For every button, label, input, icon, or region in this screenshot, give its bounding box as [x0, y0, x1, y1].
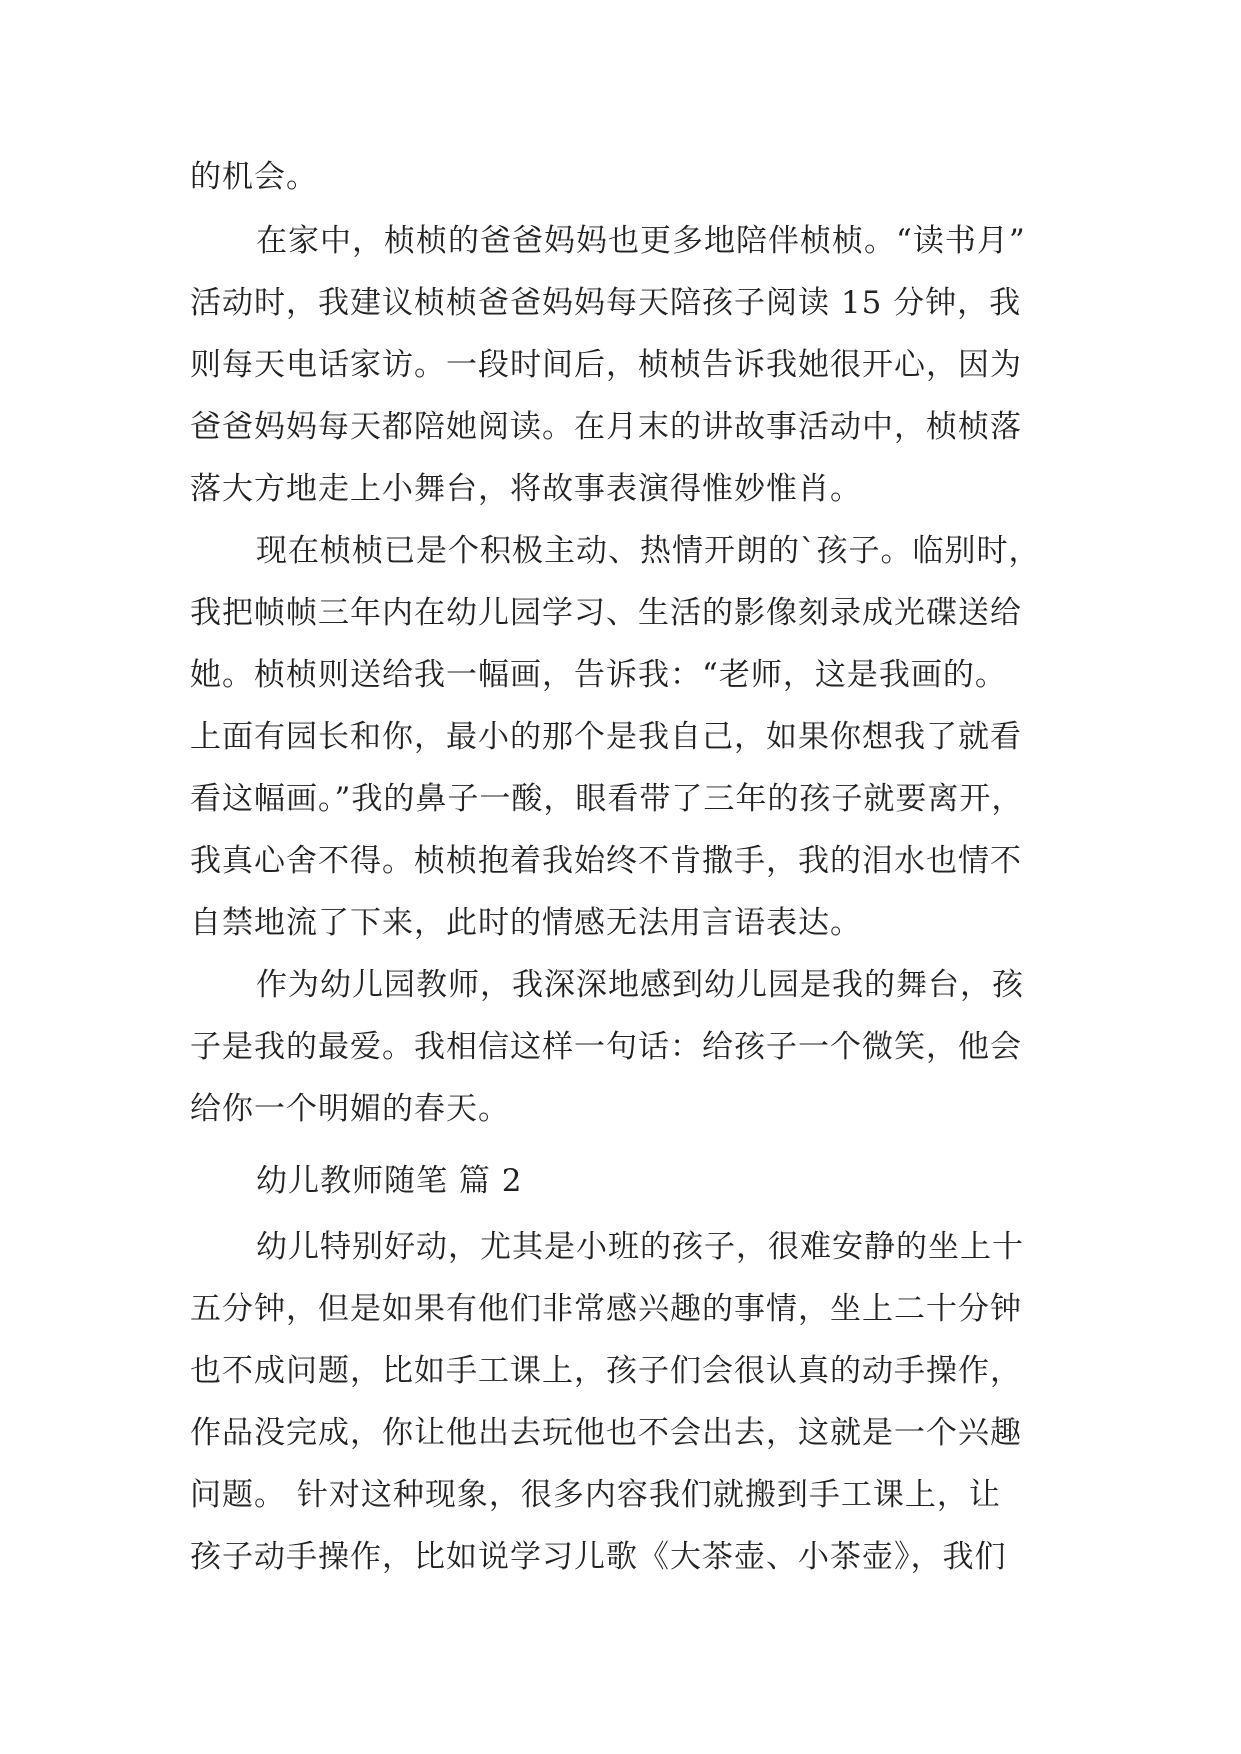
text-line: 的机会。 — [190, 159, 318, 195]
text-line: 孩子动手操作，比如说学习儿歌《大茶壶、小茶壶》，我们 — [190, 1539, 1007, 1575]
text-line: 子是我的最爱。我相信这样一句话：给孩子一个微笑，他会 — [190, 1029, 1022, 1065]
section-heading — [190, 1150, 1050, 1212]
text-line: 我真心舍不得。桢桢抱着我始终不肯撒手，我的泪水也情不 — [190, 843, 1022, 879]
paragraph-farewell — [190, 520, 1050, 954]
paragraph-closing — [190, 146, 1050, 208]
text-line: 现在桢桢已是个积极主动、热情开朗的`孩子。临别时， — [256, 533, 1041, 569]
text-line: 也不成问题，比如手工课上，孩子们会很认真的动手操作， — [190, 1353, 1022, 1389]
text-line: 作为幼儿园教师，我深深地感到幼儿园是我的舞台，孩 — [256, 967, 1024, 1003]
text-line: 幼儿特别好动，尤其是小班的孩子，很难安静的坐上十 — [256, 1229, 1024, 1265]
text-line: 落大方地走上小舞台，将故事表演得惟妙惟肖。 — [190, 471, 862, 507]
text-line: 活动时，我建议桢桢爸爸妈妈每天陪孩子阅读 15 分钟，我 — [190, 285, 1022, 321]
text-line: 五分钟，但是如果有他们非常感兴趣的事情，坐上二十分钟 — [190, 1291, 1022, 1327]
paragraph-reflection — [190, 954, 1050, 1140]
text-line: 给你一个明媚的春天。 — [190, 1091, 510, 1127]
paragraph-home-reading — [190, 210, 1050, 520]
text-line: 则每天电话家访。一段时间后，桢桢告诉我她很开心，因为 — [190, 347, 1022, 383]
text-line: 她。桢桢则送给我一幅画，告诉我：“老师，这是我画的。 — [190, 657, 1007, 693]
text-line: 我把帧帧三年内在幼儿园学习、生活的影像刻录成光碟送给 — [190, 595, 1022, 631]
section-title: 幼儿教师随笔 篇 2 — [256, 1163, 523, 1199]
text-line: 问题。 针对这种现象，很多内容我们就搬到手工课上，让 — [190, 1477, 1001, 1513]
text-line: 爸爸妈妈每天都陪她阅读。在月末的讲故事活动中，桢桢落 — [190, 409, 1022, 445]
text-line: 上面有园长和你，最小的那个是我自己，如果你想我了就看 — [190, 719, 1022, 755]
text-line: 看这幅画。”我的鼻子一酸，眼看带了三年的孩子就要离开， — [190, 781, 1024, 817]
text-line: 在家中，桢桢的爸爸妈妈也更多地陪伴桢桢。“读书月” — [256, 223, 1026, 259]
text-line: 作品没完成，你让他出去玩他也不会出去，这就是一个兴趣 — [190, 1415, 1022, 1451]
paragraph-children-activity — [190, 1216, 1050, 1588]
text-line: 自禁地流了下来，此时的情感无法用言语表达。 — [190, 905, 862, 941]
